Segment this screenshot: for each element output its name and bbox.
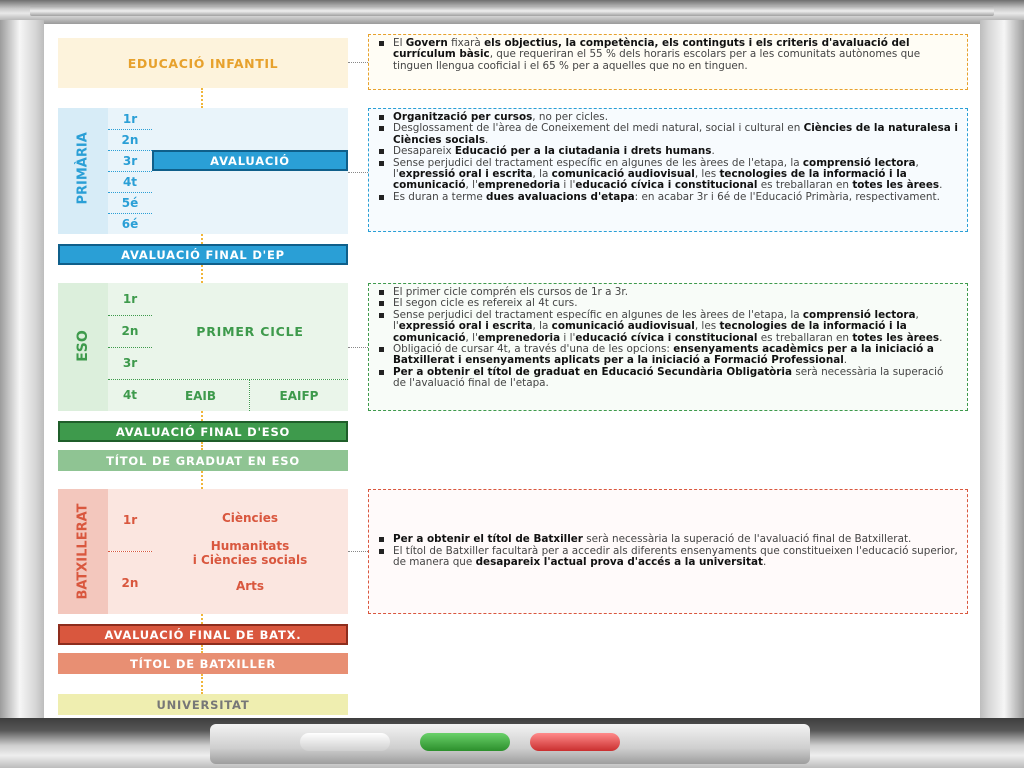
modalitat-humanitats: Humanitats	[210, 539, 290, 553]
primaria-avaluacio-box	[152, 150, 348, 171]
batxillerat-label: BATXILLERAT	[75, 503, 91, 600]
eso-note-item: Obligació de cursar 4t, a través d'una de les opcions: ensenyaments acadèmics per a la iniciació a Batxillerat i ensenyaments aplicats per a la iniciació a Formació Professional.	[377, 344, 959, 367]
primaria-grade-1: 1r	[108, 108, 152, 129]
connector	[201, 674, 203, 694]
batxillerat-titol-box	[58, 653, 348, 674]
modalitat-arts: Arts	[235, 579, 265, 593]
primaria-grade-4: 4t	[108, 171, 152, 192]
eso-grade-3: 3r	[108, 347, 152, 379]
whiteboard-surface	[44, 26, 980, 718]
primaria-cells	[152, 108, 348, 234]
marker-white[interactable]	[300, 733, 390, 751]
batxillerat-grade-1	[108, 489, 152, 551]
primaria-label: PRIMÀRIA	[75, 132, 91, 205]
infantil-note-item: El Govern fixarà els objectius, la competència, els continguts i els criteris d'avaluació del currículum bàsic, que requeriran el 55 % dels horaris escolars per a les comunitats autònomes que tinguen llengua cooficial i el 65 % per a aquelles que no en tinguen.	[377, 38, 959, 72]
eso-final: AVALUACIÓ FINAL D'ESO	[115, 424, 291, 439]
eso-eaib-box	[152, 380, 249, 411]
connector	[348, 347, 368, 348]
eso-note-item: El segon cicle es refereix al 4t curs.	[377, 298, 959, 309]
row-divider	[108, 347, 152, 348]
primaria-grade-3: 3r	[108, 150, 152, 171]
marker-green[interactable]	[420, 733, 510, 751]
connector	[201, 645, 203, 653]
eso-primer-cicle: PRIMER CICLE	[196, 323, 304, 339]
batxillerat-final: AVALUACIÓ FINAL DE BATX.	[104, 627, 302, 642]
eso-notes	[368, 283, 968, 411]
eso-grade-2: 2n	[108, 315, 152, 347]
batxillerat-note-item: Per a obtenir el títol de Batxiller serà necessària la superació de l'avaluació final de Batxillerat.	[377, 534, 959, 545]
batxillerat-note-item: El títol de Batxiller facultarà per a accedir als diferents ensenyaments que constitueixen l'educació superior, de manera que desapareix l'actual prova d'accés a la universitat.	[377, 546, 959, 569]
eso-note-item: El primer cicle comprén els cursos de 1r a 3r.	[377, 287, 959, 298]
universitat-label: UNIVERSITAT	[156, 697, 250, 712]
infantil-note	[368, 34, 968, 90]
eso-eaifp-box	[250, 380, 348, 411]
primaria-grade-2: 2n	[108, 129, 152, 150]
eso-titol: TÍTOL DE GRADUAT EN ESO	[106, 453, 300, 468]
primaria-note-item: Sense perjudici del tractament específic en algunes de les àrees de l'etapa, la comprensió lectora, l'expressió oral i escrita, la comunicació audiovisual, les tecnologies de la informació i la comunicació, l'emprenedoria i l'educació cívica i constitucional es treballaran en totes les àrees.	[377, 158, 959, 192]
eso-eaifp: EAIFP	[279, 388, 319, 403]
primaria-avaluacio: AVALUACIÓ	[210, 153, 290, 168]
infantil-box	[58, 38, 348, 88]
eso-eaib: EAIB	[184, 388, 217, 403]
row-divider	[108, 379, 152, 380]
connector	[201, 265, 203, 283]
connector	[348, 551, 368, 552]
eso-label: ESO	[75, 330, 91, 362]
marker-red[interactable]	[530, 733, 620, 751]
whiteboard-frame-top	[0, 0, 1024, 24]
connector	[201, 442, 203, 450]
whiteboard-frame-left	[0, 20, 44, 730]
primaria-grade-5: 5é	[108, 192, 152, 213]
connector	[201, 234, 203, 244]
eso-note-item: Sense perjudici del tractament específic en algunes de les àrees de l'etapa, la comprensió lectora, l'expressió oral i escrita, la comunicació audiovisual, les tecnologies de la informació i la comunicació, l'emprenedoria i l'educació cívica i constitucional es treballaran en totes les àrees.	[377, 310, 959, 344]
connector	[348, 62, 368, 63]
grade-label: 2n	[121, 576, 139, 590]
divider	[152, 379, 348, 380]
eso-titol-box	[58, 450, 348, 471]
eso-grade-4: 4t	[108, 379, 152, 411]
infantil-title: EDUCACIÓ INFANTIL	[127, 55, 279, 71]
batxillerat-grade-2	[108, 552, 152, 614]
batxillerat-notes	[368, 489, 968, 614]
connector	[201, 411, 203, 421]
primaria-notes	[368, 108, 968, 232]
modalitat-ciencies: Ciències	[221, 511, 279, 525]
eso-note-item: Per a obtenir el títol de graduat en Educació Secundària Obligatòria serà necessària la superació de l'avaluació final de l'etapa.	[377, 367, 959, 390]
eso-grade-1: 1r	[108, 283, 152, 315]
connector	[201, 471, 203, 489]
modalitat-ciencies-socials: i Ciències socials	[192, 553, 308, 567]
grade-label: 1r	[122, 513, 138, 527]
divider	[249, 380, 250, 411]
primaria-note-item: Desglossament de l'àrea de Coneixement del medi natural, social i cultural en Ciències de la naturalesa i Ciències socials.	[377, 123, 959, 146]
primaria-final-box	[58, 244, 348, 265]
connector	[201, 88, 203, 108]
batxillerat-final-box	[58, 624, 348, 645]
eso-final-box	[58, 421, 348, 442]
divider	[108, 551, 152, 552]
primaria-grade-6: 6é	[108, 213, 152, 234]
connector	[348, 172, 368, 173]
batxillerat-modalitats	[152, 489, 348, 614]
primaria-note-item: Es duran a terme dues avaluacions d'etapa: en acabar 3r i 6é de l'Educació Primària, respectivament.	[377, 192, 959, 203]
connector	[201, 614, 203, 624]
batxillerat-titol: TÍTOL DE BATXILLER	[129, 656, 276, 671]
row-divider	[108, 315, 152, 316]
primaria-note-item: Desapareix Educació per a la ciutadania i drets humans.	[377, 146, 959, 157]
universitat-box	[58, 694, 348, 715]
primaria-note-item: Organització per cursos, no per cicles.	[377, 112, 959, 123]
whiteboard-frame-right	[980, 20, 1024, 730]
eso-primer-cicle-box	[152, 283, 348, 379]
primaria-final: AVALUACIÓ FINAL D'EP	[121, 247, 285, 262]
